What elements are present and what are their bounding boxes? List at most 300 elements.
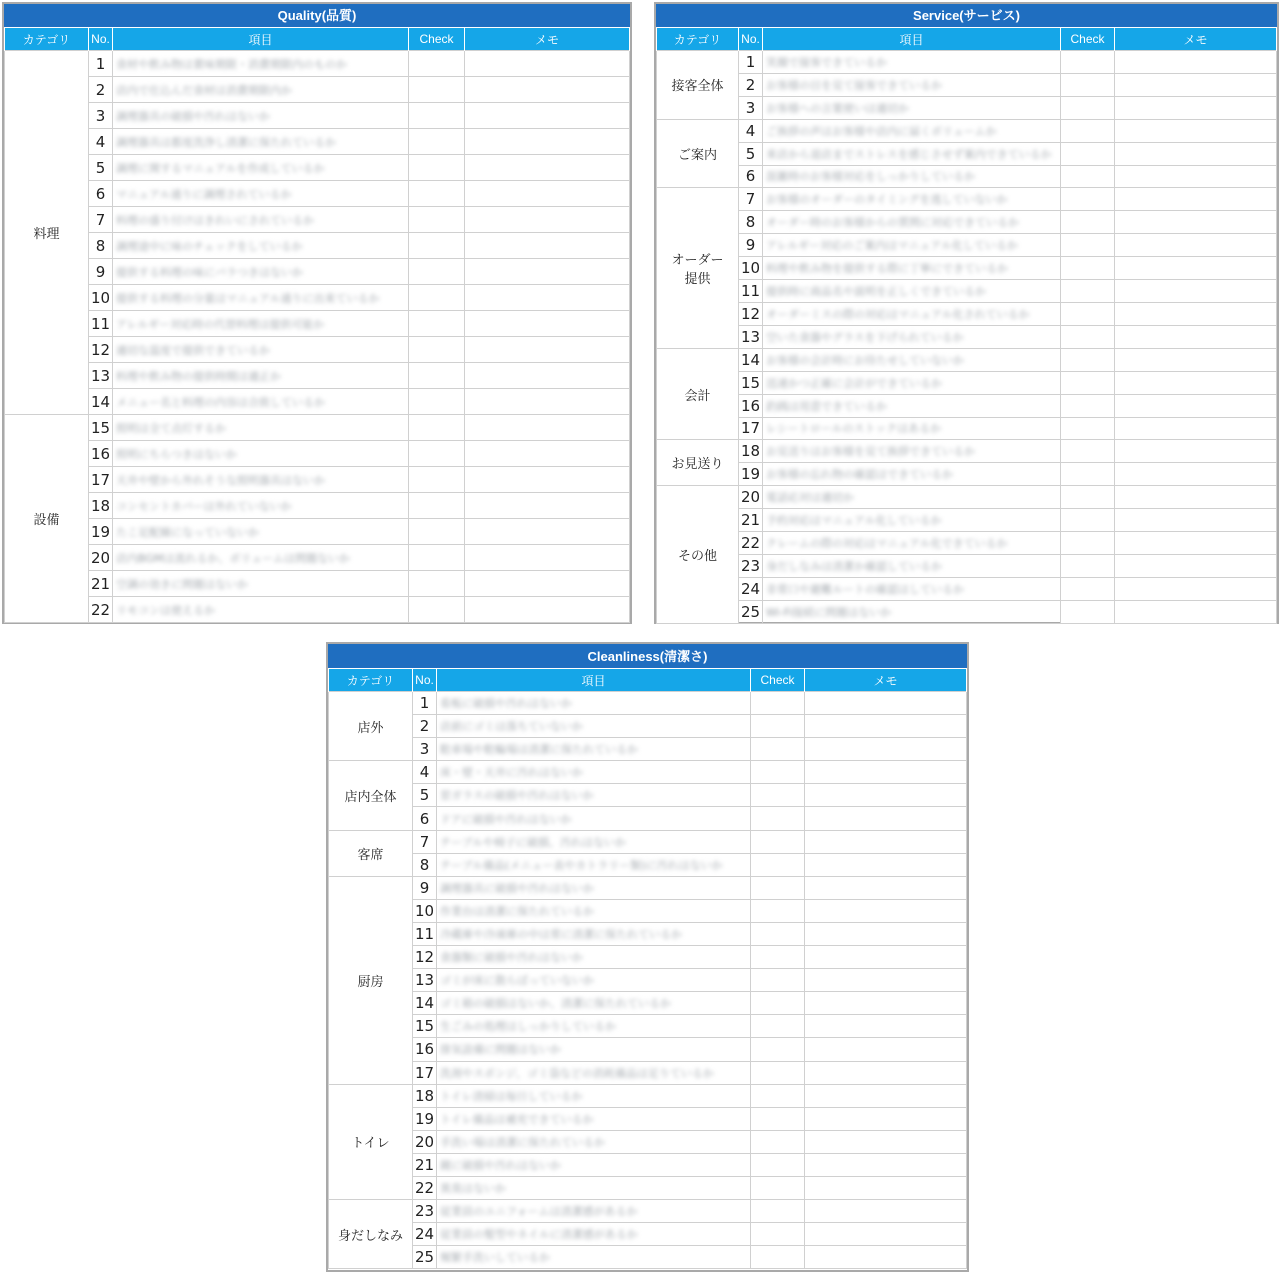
item-text: お客様への言葉使いは適切か <box>766 101 909 115</box>
item-cell <box>763 188 1061 211</box>
check-cell[interactable] <box>1061 532 1115 555</box>
row-number: 6 <box>413 807 437 830</box>
table-row <box>5 363 630 389</box>
item-text: たこ足配線になっていないか <box>116 525 259 539</box>
item-text: 窓ガラスの破損や汚れはないか <box>440 789 594 803</box>
item-cell <box>113 441 409 467</box>
memo-cell[interactable] <box>1115 554 1277 577</box>
memo-cell[interactable] <box>1115 394 1277 417</box>
row-number: 18 <box>413 1084 437 1107</box>
memo-cell[interactable] <box>805 830 967 853</box>
memo-cell[interactable] <box>1115 600 1277 623</box>
table-row <box>329 946 967 969</box>
row-number: 3 <box>413 738 437 761</box>
memo-cell[interactable] <box>1115 371 1277 394</box>
item-text: テーブル備品(メニュー表やカトラリー類)に汚れはないか <box>440 858 723 872</box>
item-cell <box>437 1200 751 1223</box>
memo-cell[interactable] <box>1115 142 1277 165</box>
table-row <box>5 337 630 363</box>
item-cell <box>763 554 1061 577</box>
table-row <box>5 181 630 207</box>
category-cell: その他 <box>657 486 739 623</box>
check-cell[interactable] <box>751 830 805 853</box>
memo-cell[interactable] <box>1115 280 1277 303</box>
row-number: 24 <box>413 1223 437 1246</box>
item-text: ドアに破損や汚れはないか <box>440 812 572 826</box>
row-number: 18 <box>739 440 763 463</box>
item-cell <box>437 738 751 761</box>
item-text: オーダーミスの際の対応はマニュアル化されているか <box>766 307 1030 321</box>
row-number: 21 <box>413 1153 437 1176</box>
memo-cell[interactable] <box>465 415 630 441</box>
memo-cell[interactable] <box>805 692 967 715</box>
item-text: リモコンは使えるか <box>116 603 215 617</box>
row-number: 12 <box>89 337 113 363</box>
check-cell[interactable] <box>1061 302 1115 325</box>
memo-cell[interactable] <box>1115 509 1277 532</box>
check-cell[interactable] <box>1061 165 1115 188</box>
memo-cell[interactable] <box>1115 577 1277 600</box>
item-text: 床・壁・天井に汚れはないか <box>440 766 583 780</box>
memo-cell[interactable] <box>805 1130 967 1153</box>
category-cell: 接客全体 <box>657 51 739 120</box>
check-cell[interactable] <box>751 992 805 1015</box>
check-cell[interactable] <box>751 1176 805 1199</box>
check-cell[interactable] <box>751 1084 805 1107</box>
row-number: 20 <box>739 486 763 509</box>
item-cell <box>763 302 1061 325</box>
memo-cell[interactable] <box>465 493 630 519</box>
row-number: 1 <box>413 692 437 715</box>
memo-cell[interactable] <box>465 181 630 207</box>
memo-cell[interactable] <box>805 715 967 738</box>
memo-cell[interactable] <box>1115 51 1277 74</box>
row-number: 17 <box>89 467 113 493</box>
memo-cell[interactable] <box>805 1223 967 1246</box>
memo-cell[interactable] <box>1115 211 1277 234</box>
item-cell <box>113 467 409 493</box>
check-cell[interactable] <box>1061 142 1115 165</box>
item-text: 調理器具の破損や汚れはないか <box>116 109 270 123</box>
quality-panel <box>2 2 632 624</box>
check-cell[interactable] <box>751 1130 805 1153</box>
item-cell <box>763 394 1061 417</box>
table-row <box>657 165 1277 188</box>
memo-cell[interactable] <box>465 233 630 259</box>
item-text: 冷蔵庫や冷凍庫の中は常に清潔に保たれているか <box>440 927 682 941</box>
item-cell <box>763 348 1061 371</box>
check-cell[interactable] <box>1061 394 1115 417</box>
memo-cell[interactable] <box>805 1246 967 1269</box>
check-cell[interactable] <box>1061 119 1115 142</box>
check-cell[interactable] <box>751 899 805 922</box>
memo-cell[interactable] <box>1115 257 1277 280</box>
check-cell[interactable] <box>409 51 465 77</box>
memo-cell[interactable] <box>1115 165 1277 188</box>
memo-cell[interactable] <box>465 389 630 415</box>
memo-cell[interactable] <box>805 853 967 876</box>
table-row <box>657 463 1277 486</box>
row-number: 5 <box>739 142 763 165</box>
item-cell <box>437 1130 751 1153</box>
memo-cell[interactable] <box>1115 302 1277 325</box>
check-cell[interactable] <box>409 155 465 181</box>
item-text: 電話応対は適切か <box>766 491 854 505</box>
row-number: 8 <box>739 211 763 234</box>
column-header-no: No. <box>413 669 437 692</box>
panel-title: Cleanliness(清潔さ) <box>328 644 967 669</box>
item-text: 非常口や避難ルートの確認はしているか <box>766 582 964 596</box>
check-cell[interactable] <box>1061 73 1115 96</box>
item-cell <box>113 77 409 103</box>
item-cell <box>113 337 409 363</box>
memo-cell[interactable] <box>1115 325 1277 348</box>
check-cell[interactable] <box>751 715 805 738</box>
check-cell[interactable] <box>409 181 465 207</box>
memo-cell[interactable] <box>805 738 967 761</box>
memo-cell[interactable] <box>465 441 630 467</box>
item-text: 作業台は清潔に保たれているか <box>440 904 594 918</box>
check-cell[interactable] <box>1061 325 1115 348</box>
check-cell[interactable] <box>409 311 465 337</box>
row-number: 21 <box>739 509 763 532</box>
item-text: 天井や壁から外れそうな照明器具はないか <box>116 473 325 487</box>
memo-cell[interactable] <box>805 922 967 945</box>
table-row <box>5 493 630 519</box>
item-cell <box>437 969 751 992</box>
memo-cell[interactable] <box>1115 440 1277 463</box>
item-cell <box>437 761 751 784</box>
memo-cell[interactable] <box>805 969 967 992</box>
item-text: 駐車場や駐輪場は清潔に保たれているか <box>440 743 638 757</box>
check-cell[interactable] <box>751 1107 805 1130</box>
check-cell[interactable] <box>1061 51 1115 74</box>
memo-cell[interactable] <box>465 519 630 545</box>
row-number: 9 <box>739 234 763 257</box>
table-row <box>5 415 630 441</box>
check-cell[interactable] <box>1061 577 1115 600</box>
table-row <box>5 233 630 259</box>
check-cell[interactable] <box>751 853 805 876</box>
item-cell <box>437 807 751 830</box>
check-cell[interactable] <box>409 519 465 545</box>
row-number: 16 <box>89 441 113 467</box>
item-text: 提供時に商品名や説明を正しくできているか <box>766 285 986 299</box>
item-text: アレルギー対応時の代替料理は提供可能か <box>116 317 325 331</box>
item-cell <box>113 545 409 571</box>
check-cell[interactable] <box>751 784 805 807</box>
table-row <box>5 389 630 415</box>
table-row <box>329 992 967 1015</box>
item-text: メニュー名と料理の内容は合致しているか <box>116 395 325 409</box>
column-header-item: 項目 <box>437 669 751 692</box>
memo-cell[interactable] <box>805 1107 967 1130</box>
table-row <box>329 784 967 807</box>
column-header-memo: メモ <box>465 28 630 51</box>
check-cell[interactable] <box>1061 257 1115 280</box>
memo-cell[interactable] <box>805 1061 967 1084</box>
memo-cell[interactable] <box>1115 348 1277 371</box>
check-cell[interactable] <box>409 415 465 441</box>
row-number: 15 <box>413 1015 437 1038</box>
table-row <box>329 692 967 715</box>
item-text: お客様のオーダーのタイミングを逃していないか <box>766 193 1008 207</box>
table-row <box>329 1176 967 1199</box>
table-row <box>5 545 630 571</box>
check-cell[interactable] <box>1061 371 1115 394</box>
table-row <box>5 129 630 155</box>
check-cell[interactable] <box>409 337 465 363</box>
item-cell <box>763 577 1061 600</box>
table-row <box>329 876 967 899</box>
row-number: 22 <box>413 1176 437 1199</box>
check-cell[interactable] <box>409 207 465 233</box>
category-cell: トイレ <box>329 1084 413 1199</box>
check-cell[interactable] <box>409 363 465 389</box>
memo-cell[interactable] <box>465 129 630 155</box>
item-cell <box>437 1176 751 1199</box>
memo-cell[interactable] <box>805 807 967 830</box>
item-text: クレームの際の対応はマニュアル化できているか <box>766 536 1008 550</box>
table-row <box>5 311 630 337</box>
check-cell[interactable] <box>409 77 465 103</box>
check-cell[interactable] <box>751 946 805 969</box>
memo-cell[interactable] <box>805 1153 967 1176</box>
item-text: 迅速かつ正確に会計ができているか <box>766 376 942 390</box>
memo-cell[interactable] <box>805 946 967 969</box>
check-cell[interactable] <box>751 876 805 899</box>
memo-cell[interactable] <box>465 77 630 103</box>
memo-cell[interactable] <box>465 155 630 181</box>
check-cell[interactable] <box>1061 417 1115 440</box>
category-cell: ご案内 <box>657 119 739 188</box>
check-cell[interactable] <box>409 467 465 493</box>
memo-cell[interactable] <box>805 1038 967 1061</box>
row-number: 23 <box>739 554 763 577</box>
category-cell: オーダー 提供 <box>657 188 739 348</box>
item-cell <box>437 784 751 807</box>
row-number: 21 <box>89 571 113 597</box>
check-cell[interactable] <box>751 1015 805 1038</box>
memo-cell[interactable] <box>465 51 630 77</box>
item-text: 提供する料理の分量はマニュアル通りに出来ているか <box>116 291 380 305</box>
check-cell[interactable] <box>1061 348 1115 371</box>
table-row <box>329 1038 967 1061</box>
memo-cell[interactable] <box>805 1176 967 1199</box>
memo-cell[interactable] <box>805 784 967 807</box>
table-row <box>329 853 967 876</box>
row-number: 14 <box>739 348 763 371</box>
check-cell[interactable] <box>751 1153 805 1176</box>
column-header-memo: メモ <box>805 669 967 692</box>
memo-cell[interactable] <box>805 876 967 899</box>
table-row <box>657 486 1277 509</box>
item-text: 適切な温度で提供できているか <box>116 343 270 357</box>
memo-cell[interactable] <box>1115 73 1277 96</box>
memo-cell[interactable] <box>805 761 967 784</box>
table-row <box>329 1246 967 1269</box>
check-cell[interactable] <box>409 441 465 467</box>
check-cell[interactable] <box>1061 96 1115 119</box>
table-row <box>329 1107 967 1130</box>
check-cell[interactable] <box>751 969 805 992</box>
memo-cell[interactable] <box>465 259 630 285</box>
column-header-category: カテゴリ <box>5 28 89 51</box>
cleanliness-panel <box>326 642 969 1272</box>
row-number: 11 <box>739 280 763 303</box>
check-cell[interactable] <box>409 597 465 623</box>
memo-cell[interactable] <box>465 285 630 311</box>
memo-cell[interactable] <box>1115 463 1277 486</box>
table-row <box>657 417 1277 440</box>
check-cell[interactable] <box>409 571 465 597</box>
table-row <box>329 1153 967 1176</box>
memo-cell[interactable] <box>465 467 630 493</box>
check-cell[interactable] <box>1061 486 1115 509</box>
table-row <box>657 234 1277 257</box>
check-cell[interactable] <box>751 1061 805 1084</box>
memo-cell[interactable] <box>465 103 630 129</box>
table-row <box>657 440 1277 463</box>
item-text: 食器類に破損や汚れはないか <box>440 951 583 965</box>
row-number: 3 <box>89 103 113 129</box>
check-cell[interactable] <box>1061 440 1115 463</box>
item-cell <box>437 1084 751 1107</box>
check-cell[interactable] <box>751 1038 805 1061</box>
category-cell: 店内全体 <box>329 761 413 830</box>
item-cell <box>113 233 409 259</box>
item-cell <box>113 389 409 415</box>
check-cell[interactable] <box>409 103 465 129</box>
table-row <box>657 577 1277 600</box>
memo-cell[interactable] <box>465 363 630 389</box>
memo-cell[interactable] <box>805 1015 967 1038</box>
row-number: 2 <box>89 77 113 103</box>
check-cell[interactable] <box>1061 554 1115 577</box>
row-number: 9 <box>413 876 437 899</box>
check-cell[interactable] <box>751 807 805 830</box>
item-cell <box>113 129 409 155</box>
table-row <box>329 1130 967 1153</box>
memo-cell[interactable] <box>1115 188 1277 211</box>
item-cell <box>763 165 1061 188</box>
memo-cell[interactable] <box>465 597 630 623</box>
memo-cell[interactable] <box>465 337 630 363</box>
item-text: 異臭はないか <box>440 1182 506 1196</box>
check-cell[interactable] <box>751 1223 805 1246</box>
item-text: コンセントカバーは外れていないか <box>116 499 292 513</box>
table-row <box>329 1223 967 1246</box>
memo-cell[interactable] <box>1115 532 1277 555</box>
memo-cell[interactable] <box>1115 96 1277 119</box>
table-row <box>657 51 1277 74</box>
row-number: 20 <box>413 1130 437 1153</box>
check-cell[interactable] <box>751 922 805 945</box>
item-cell <box>763 463 1061 486</box>
memo-cell[interactable] <box>805 1084 967 1107</box>
check-cell[interactable] <box>1061 509 1115 532</box>
check-cell[interactable] <box>409 129 465 155</box>
item-text: お見送りはお客様を見て挨拶できているか <box>766 445 975 459</box>
memo-cell[interactable] <box>805 1200 967 1223</box>
memo-cell[interactable] <box>1115 119 1277 142</box>
row-number: 8 <box>413 853 437 876</box>
check-cell[interactable] <box>751 692 805 715</box>
memo-cell[interactable] <box>465 571 630 597</box>
row-number: 23 <box>413 1200 437 1223</box>
memo-cell[interactable] <box>1115 486 1277 509</box>
memo-cell[interactable] <box>805 899 967 922</box>
item-cell <box>437 715 751 738</box>
check-cell[interactable] <box>751 738 805 761</box>
item-text: 空いた食器やグラスを下げられているか <box>766 330 964 344</box>
checklist-table <box>4 28 630 623</box>
item-text: 頻繁手洗いしているか <box>440 1251 550 1265</box>
row-number: 4 <box>413 761 437 784</box>
table-row <box>657 96 1277 119</box>
row-number: 8 <box>89 233 113 259</box>
memo-cell[interactable] <box>465 545 630 571</box>
check-cell[interactable] <box>409 233 465 259</box>
memo-cell[interactable] <box>1115 417 1277 440</box>
check-cell[interactable] <box>1061 234 1115 257</box>
check-cell[interactable] <box>751 1200 805 1223</box>
row-number: 1 <box>89 51 113 77</box>
item-text: 手洗い場は清潔に保たれているか <box>440 1135 605 1149</box>
category-cell: 店外 <box>329 692 413 761</box>
item-text: 料理の盛り付けはきれいにされているか <box>116 213 314 227</box>
item-text: 排気設備に問題はないか <box>440 1043 561 1057</box>
check-cell[interactable] <box>1061 211 1115 234</box>
check-cell[interactable] <box>751 761 805 784</box>
item-text: 看板に破損や汚れはないか <box>440 697 572 711</box>
table-row <box>657 119 1277 142</box>
check-cell[interactable] <box>1061 188 1115 211</box>
check-cell[interactable] <box>409 493 465 519</box>
item-cell <box>763 96 1061 119</box>
item-text: テーブルや椅子に破損、汚れはないか <box>440 835 627 849</box>
memo-cell[interactable] <box>465 207 630 233</box>
item-text: 従業員の髪型やネイルに清潔感があるか <box>440 1228 638 1242</box>
row-number: 25 <box>413 1246 437 1269</box>
check-cell[interactable] <box>751 1246 805 1269</box>
memo-cell[interactable] <box>805 992 967 1015</box>
check-cell[interactable] <box>1061 600 1115 623</box>
memo-cell[interactable] <box>465 311 630 337</box>
check-cell[interactable] <box>1061 463 1115 486</box>
row-number: 12 <box>739 302 763 325</box>
item-cell <box>763 234 1061 257</box>
row-number: 17 <box>413 1061 437 1084</box>
item-cell <box>113 493 409 519</box>
check-cell[interactable] <box>409 285 465 311</box>
row-number: 14 <box>413 992 437 1015</box>
item-cell <box>763 280 1061 303</box>
check-cell[interactable] <box>1061 280 1115 303</box>
table-row <box>329 969 967 992</box>
check-cell[interactable] <box>409 389 465 415</box>
check-cell[interactable] <box>409 259 465 285</box>
item-text: ご挨拶の声はお客様や店内に届くボリュームか <box>766 124 997 138</box>
memo-cell[interactable] <box>1115 234 1277 257</box>
item-text: 調理途中に味のチェックをしているか <box>116 239 303 253</box>
item-text: 調理器具は都度洗浄し清潔に保たれているか <box>116 135 336 149</box>
item-text: 来店から退店までストレスを感じさせず案内できているか <box>766 147 1052 161</box>
table-row <box>657 211 1277 234</box>
check-cell[interactable] <box>409 545 465 571</box>
row-number: 22 <box>89 597 113 623</box>
column-header-item: 項目 <box>763 28 1061 51</box>
